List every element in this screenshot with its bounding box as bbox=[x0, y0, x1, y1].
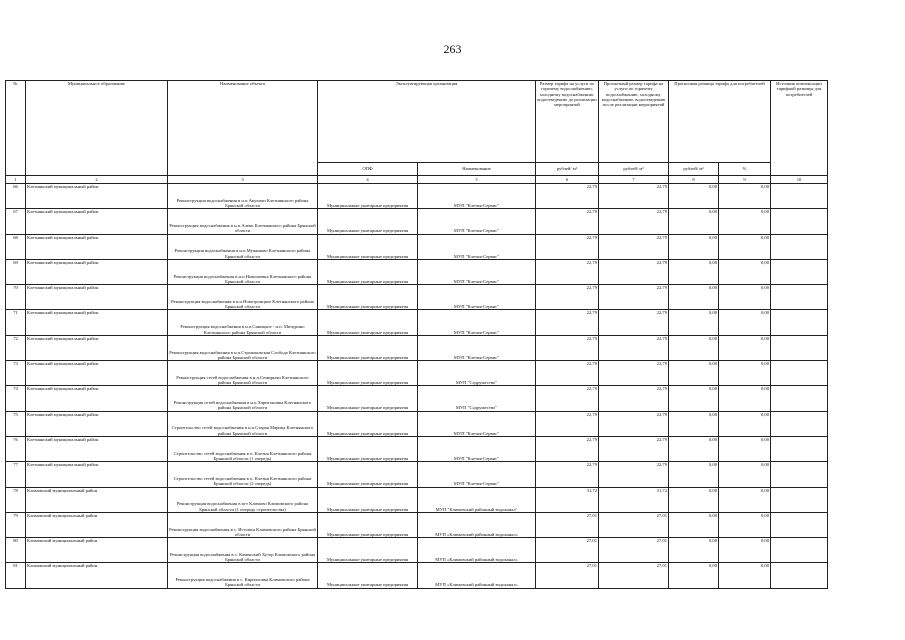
row-number: 75 bbox=[6, 411, 26, 436]
row-diff-pct: 0,00 bbox=[719, 285, 771, 310]
header-municipality: Муниципальное образование bbox=[26, 81, 168, 176]
row-diff-pct: 0,00 bbox=[719, 234, 771, 259]
row-object: Реконструкция водоснабжения в с. Истопки Климовского района Брянской области bbox=[168, 512, 318, 537]
row-municipality: Клетнянский муниципальный район bbox=[26, 234, 168, 259]
row-number: 80 bbox=[6, 538, 26, 563]
row-opf: Муниципальные унитарные предприятия bbox=[318, 512, 418, 537]
row-org-name: МУП «Климовский районный водоканал» bbox=[418, 512, 536, 537]
row-org-name: МУП "Клетня-Сервис" bbox=[418, 411, 536, 436]
row-org-name: МУП «Климовский районный водоканал» bbox=[418, 563, 536, 588]
row-object: Реконструкция водоснабжения в с. Кирилловка Климовского района Брянской области bbox=[168, 563, 318, 588]
row-org-name: МУП «Климовский районный водоканал» bbox=[418, 538, 536, 563]
row-tariff-after: 31,72 bbox=[599, 487, 669, 512]
row-object: Строительство сетей водоснабжения в п. Клетня Клетнянского района Брянской области (2 очередь) bbox=[168, 462, 318, 487]
row-tariff-before: 27,01 bbox=[536, 538, 599, 563]
row-municipality: Клетнянский муниципальный район bbox=[26, 285, 168, 310]
row-org-name: МУП "Клетня-Сервис" bbox=[418, 436, 536, 461]
row-compensation-source bbox=[771, 462, 828, 487]
row-org-name: МУП "Клетня-Сервис" bbox=[418, 462, 536, 487]
row-org-name: МУП "Клетня-Сервис" bbox=[418, 209, 536, 234]
row-org-name: МУП "Клетня-Сервис" bbox=[418, 310, 536, 335]
row-number: 79 bbox=[6, 512, 26, 537]
row-org-name: МУП "Климовский районный водоканал" bbox=[418, 487, 536, 512]
row-compensation-source bbox=[771, 285, 828, 310]
col-num-3: 3 bbox=[168, 176, 318, 184]
row-object: Реконструкция водоснабжения в н.п.Синицкое - н.п. Мичурино Клетнянского района Брянской области bbox=[168, 310, 318, 335]
row-municipality: Клетнянский муниципальный район bbox=[26, 386, 168, 411]
row-diff-rub: 0,00 bbox=[669, 361, 719, 386]
row-diff-pct: 0,00 bbox=[719, 386, 771, 411]
row-municipality: Клетнянский муниципальный район bbox=[26, 361, 168, 386]
row-tariff-after: 22,79 bbox=[599, 234, 669, 259]
row-diff-rub: 0,00 bbox=[669, 563, 719, 588]
row-tariff-after: 22,79 bbox=[599, 462, 669, 487]
row-number: 73 bbox=[6, 361, 26, 386]
row-opf: Муниципальные унитарные предприятия bbox=[318, 386, 418, 411]
row-opf: Муниципальные унитарные предприятия bbox=[318, 487, 418, 512]
row-opf: Муниципальные унитарные предприятия bbox=[318, 209, 418, 234]
row-tariff-after: 22,79 bbox=[599, 285, 669, 310]
col-num-7: 7 bbox=[599, 176, 669, 184]
row-compensation-source bbox=[771, 310, 828, 335]
row-number: 74 bbox=[6, 386, 26, 411]
table-row bbox=[6, 259, 828, 284]
row-diff-pct: 0,00 bbox=[719, 411, 771, 436]
page-number: 263 bbox=[443, 42, 462, 56]
row-diff-pct: 0,00 bbox=[719, 563, 771, 588]
row-diff-rub: 0,00 bbox=[669, 411, 719, 436]
table-row bbox=[6, 386, 828, 411]
col-num-10: 10 bbox=[771, 176, 828, 184]
row-diff-rub: 0,00 bbox=[669, 335, 719, 360]
row-tariff-before: 22,79 bbox=[536, 462, 599, 487]
row-tariff-before: 22,79 bbox=[536, 436, 599, 461]
row-opf: Муниципальные унитарные предприятия bbox=[318, 335, 418, 360]
row-number: 71 bbox=[6, 310, 26, 335]
row-compensation-source bbox=[771, 436, 828, 461]
row-object: Реконструкция сетей водоснабжения в н.п.Семирычи Клетнянского района Брянской области bbox=[168, 361, 318, 386]
row-object: Реконструкция водоснабжения в н.п.Николаевка Клетнянского района Брянской области bbox=[168, 259, 318, 284]
header-number: № bbox=[6, 81, 26, 176]
row-compensation-source bbox=[771, 538, 828, 563]
row-compensation-source bbox=[771, 563, 828, 588]
header-unit-8: рублей/ м³ bbox=[669, 163, 719, 176]
row-diff-rub: 0,00 bbox=[669, 234, 719, 259]
row-diff-rub: 0,00 bbox=[669, 487, 719, 512]
header-operating-org: Эксплуатирующая организация bbox=[318, 81, 536, 163]
row-compensation-source bbox=[771, 184, 828, 209]
table-row bbox=[6, 436, 828, 461]
row-compensation-source bbox=[771, 512, 828, 537]
row-diff-rub: 0,00 bbox=[669, 436, 719, 461]
row-compensation-source bbox=[771, 386, 828, 411]
row-municipality: Клетнянский муниципальный район bbox=[26, 259, 168, 284]
row-number: 70 bbox=[6, 285, 26, 310]
row-diff-rub: 0,00 bbox=[669, 462, 719, 487]
row-tariff-before: 27,01 bbox=[536, 512, 599, 537]
row-object: Реконструкция сетей водоснабжения в н.п.Харитоновка Клетнянского района Брянской области bbox=[168, 386, 318, 411]
row-tariff-before: 22,79 bbox=[536, 259, 599, 284]
row-tariff-before: 22,79 bbox=[536, 285, 599, 310]
row-diff-rub: 0,00 bbox=[669, 310, 719, 335]
row-object: Реконструкция водоснабжения в н.п.Новотроицкое Клетнянского района Брянской области bbox=[168, 285, 318, 310]
row-municipality: Климовский муниципальный район bbox=[26, 487, 168, 512]
row-object: Реконструкция водоснабжения в н.п.Стрококовская Слобода Клетнянского района Брянской области bbox=[168, 335, 318, 360]
row-tariff-after: 22,79 bbox=[599, 184, 669, 209]
row-tariff-after: 22,79 bbox=[599, 361, 669, 386]
row-tariff-after: 22,79 bbox=[599, 386, 669, 411]
col-num-5: 5 bbox=[418, 176, 536, 184]
row-diff-rub: 0,00 bbox=[669, 538, 719, 563]
row-opf: Муниципальные унитарные предприятия bbox=[318, 563, 418, 588]
row-municipality: Климовский муниципальный район bbox=[26, 538, 168, 563]
row-tariff-before: 31,72 bbox=[536, 487, 599, 512]
row-municipality: Клетнянский муниципальный район bbox=[26, 411, 168, 436]
row-object: Реконструкция водоснабжения в н.п.Акуличи Клетнянского района Брянской области bbox=[168, 184, 318, 209]
row-number: 66 bbox=[6, 184, 26, 209]
row-org-name: МУП "Клетня-Сервис" bbox=[418, 259, 536, 284]
row-object: Реконструкция водоснабжения в н.п.Алень Клетнянского района Брянской области bbox=[168, 209, 318, 234]
table-row bbox=[6, 563, 828, 588]
row-municipality: Клетнянский муниципальный район bbox=[26, 462, 168, 487]
row-number: 72 bbox=[6, 335, 26, 360]
row-object: Реконструкция водоснабжения в н.п.Мужиново Клетнянского района Брянской области bbox=[168, 234, 318, 259]
row-tariff-after: 22,79 bbox=[599, 310, 669, 335]
table-row bbox=[6, 462, 828, 487]
row-diff-pct: 0,00 bbox=[719, 335, 771, 360]
row-org-name: МУП "Клетня-Сервис" bbox=[418, 335, 536, 360]
row-diff-rub: 0,00 bbox=[669, 285, 719, 310]
row-compensation-source bbox=[771, 209, 828, 234]
row-municipality: Клетнянский муниципальный район bbox=[26, 436, 168, 461]
row-object: Реконструкция водоснабжения в с. Каменский Хутор Климовского района Брянской области bbox=[168, 538, 318, 563]
col-num-6: 6 bbox=[536, 176, 599, 184]
table-row bbox=[6, 538, 828, 563]
row-tariff-before: 22,79 bbox=[536, 234, 599, 259]
row-tariff-after: 22,79 bbox=[599, 209, 669, 234]
row-org-name: МУП "Клетня-Сервис" bbox=[418, 184, 536, 209]
row-object: Строительство сетей водоснабжения в н.п.Старая Марица Клетнянского района Брянской области bbox=[168, 411, 318, 436]
table-row bbox=[6, 335, 828, 360]
header-compensation-source: Источник компенсации тарифной разницы для потребителей bbox=[771, 81, 828, 176]
table-row bbox=[6, 209, 828, 234]
row-opf: Муниципальные унитарные предприятия bbox=[318, 259, 418, 284]
row-number: 68 bbox=[6, 234, 26, 259]
row-compensation-source bbox=[771, 335, 828, 360]
row-municipality: Клетнянский муниципальный район bbox=[26, 184, 168, 209]
row-org-name: МУП "Клетня-Сервис" bbox=[418, 234, 536, 259]
row-diff-rub: 0,00 bbox=[669, 259, 719, 284]
row-diff-rub: 0,00 bbox=[669, 209, 719, 234]
row-diff-rub: 0,00 bbox=[669, 512, 719, 537]
row-number: 77 bbox=[6, 462, 26, 487]
row-number: 67 bbox=[6, 209, 26, 234]
row-tariff-before: 22,79 bbox=[536, 411, 599, 436]
row-compensation-source bbox=[771, 487, 828, 512]
header-unit-7: рублей/ м³ bbox=[599, 163, 669, 176]
tariff-table bbox=[5, 80, 828, 589]
row-municipality: Климовский муниципальный район bbox=[26, 512, 168, 537]
row-municipality: Клетнянский муниципальный район bbox=[26, 209, 168, 234]
row-org-name: МУП "Клетня-Сервис" bbox=[418, 285, 536, 310]
row-compensation-source bbox=[771, 259, 828, 284]
col-num-9: 9 bbox=[719, 176, 771, 184]
header-unit-6: рублей/ м³ bbox=[536, 163, 599, 176]
row-diff-rub: 0,00 bbox=[669, 386, 719, 411]
row-number: 81 bbox=[6, 563, 26, 588]
row-diff-rub: 0,00 bbox=[669, 184, 719, 209]
row-number: 76 bbox=[6, 436, 26, 461]
row-tariff-before: 22,79 bbox=[536, 386, 599, 411]
table-row bbox=[6, 310, 828, 335]
col-num-1: 1 bbox=[6, 176, 26, 184]
header-object: Наименование объекта bbox=[168, 81, 318, 176]
table-row bbox=[6, 411, 828, 436]
header-tariff-before: Размер тарифа на услуги по горячему водоснабжению, холодному водоснабжению, водоотведению до реализации мероприятий bbox=[536, 81, 599, 163]
row-tariff-after: 22,79 bbox=[599, 411, 669, 436]
row-tariff-before: 22,79 bbox=[536, 335, 599, 360]
row-tariff-after: 22,79 bbox=[599, 259, 669, 284]
row-opf: Муниципальные унитарные предприятия bbox=[318, 184, 418, 209]
row-tariff-after: 27,01 bbox=[599, 512, 669, 537]
row-compensation-source bbox=[771, 361, 828, 386]
header-unit-9: % bbox=[719, 163, 771, 176]
row-municipality: Клетнянский муниципальный район bbox=[26, 310, 168, 335]
row-tariff-before: 22,79 bbox=[536, 184, 599, 209]
col-num-2: 2 bbox=[26, 176, 168, 184]
row-diff-pct: 0,00 bbox=[719, 512, 771, 537]
row-tariff-after: 27,01 bbox=[599, 538, 669, 563]
header-opf: ОПФ bbox=[318, 163, 418, 176]
header-org-name: Наименование bbox=[418, 163, 536, 176]
col-num-4: 4 bbox=[318, 176, 418, 184]
row-diff-pct: 0,00 bbox=[719, 436, 771, 461]
row-tariff-after: 27,01 bbox=[599, 563, 669, 588]
row-opf: Муниципальные унитарные предприятия bbox=[318, 462, 418, 487]
row-opf: Муниципальные унитарные предприятия bbox=[318, 234, 418, 259]
row-number: 69 bbox=[6, 259, 26, 284]
table-row bbox=[6, 285, 828, 310]
row-compensation-source bbox=[771, 411, 828, 436]
header-tariff-difference: Прогнозная разница тарифа для потребителей bbox=[669, 81, 771, 163]
row-diff-pct: 0,00 bbox=[719, 209, 771, 234]
table-row bbox=[6, 184, 828, 209]
header-tariff-after: Прогнозный размер тарифа на услуги по горячему водоснабжению, холодному водоснабжению, водоотведению после реализации мероприятий bbox=[599, 81, 669, 163]
row-tariff-after: 22,79 bbox=[599, 436, 669, 461]
col-num-8: 8 bbox=[669, 176, 719, 184]
row-diff-pct: 0,00 bbox=[719, 462, 771, 487]
table-row bbox=[6, 487, 828, 512]
row-tariff-after: 22,79 bbox=[599, 335, 669, 360]
row-diff-pct: 0,00 bbox=[719, 538, 771, 563]
table-row bbox=[6, 361, 828, 386]
row-opf: Муниципальные унитарные предприятия bbox=[318, 436, 418, 461]
row-opf: Муниципальные унитарные предприятия bbox=[318, 285, 418, 310]
row-municipality: Клетнянский муниципальный район bbox=[26, 335, 168, 360]
row-object: Строительство сетей водоснабжения в п. Клетня Клетнянского района Брянской области (1 очередь) bbox=[168, 436, 318, 461]
row-object: Реконструкция водоснабжения в пгт Климово Климовского района Брянской области (1 очередь строительства) bbox=[168, 487, 318, 512]
row-diff-pct: 0,00 bbox=[719, 487, 771, 512]
row-opf: Муниципальные унитарные предприятия bbox=[318, 411, 418, 436]
row-diff-pct: 0,00 bbox=[719, 259, 771, 284]
row-diff-pct: 0,00 bbox=[719, 310, 771, 335]
row-opf: Муниципальные унитарные предприятия bbox=[318, 538, 418, 563]
table-row bbox=[6, 512, 828, 537]
table-row bbox=[6, 234, 828, 259]
row-tariff-before: 27,01 bbox=[536, 563, 599, 588]
row-municipality: Климовский муниципальный район bbox=[26, 563, 168, 588]
row-tariff-before: 22,79 bbox=[536, 209, 599, 234]
row-diff-pct: 0,00 bbox=[719, 184, 771, 209]
row-number: 78 bbox=[6, 487, 26, 512]
row-compensation-source bbox=[771, 234, 828, 259]
row-tariff-before: 22,79 bbox=[536, 361, 599, 386]
row-diff-pct: 0,00 bbox=[719, 361, 771, 386]
row-tariff-before: 22,79 bbox=[536, 310, 599, 335]
row-org-name: МУП "Содружество" bbox=[418, 386, 536, 411]
row-opf: Муниципальные унитарные предприятия bbox=[318, 361, 418, 386]
row-org-name: МУП "Содружество" bbox=[418, 361, 536, 386]
row-opf: Муниципальные унитарные предприятия bbox=[318, 310, 418, 335]
